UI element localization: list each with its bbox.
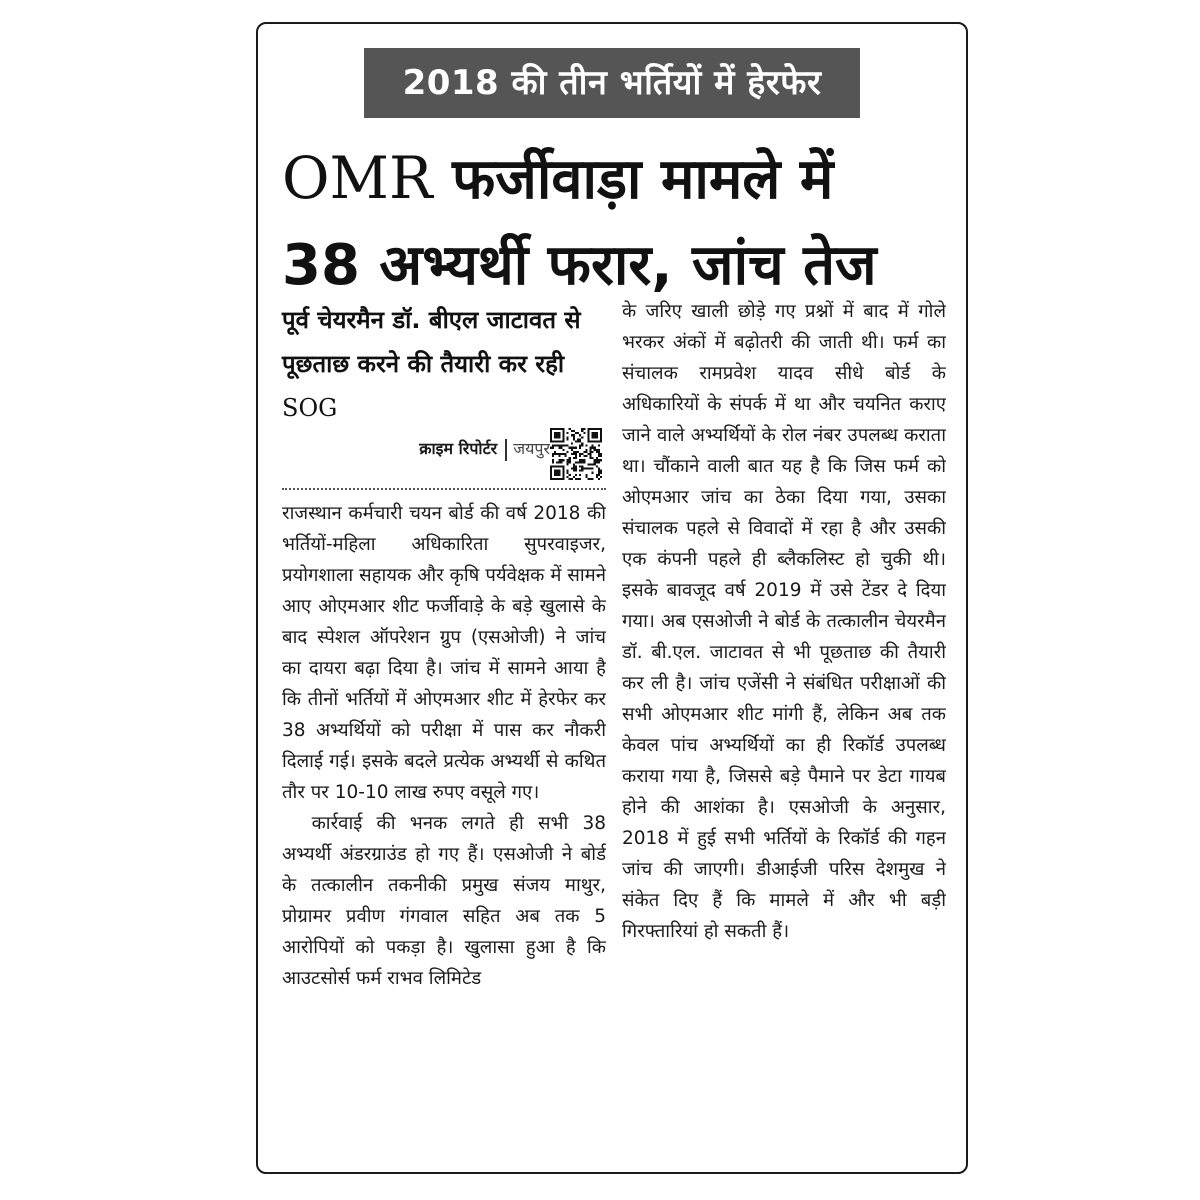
subheadline bbox=[282, 298, 606, 430]
kicker-banner: 2018 की तीन भर्तियों में हेरफेर bbox=[364, 48, 860, 118]
subheadline-sog: SOG bbox=[282, 394, 338, 422]
article-paragraph: कार्रवाई की भनक लगते ही सभी 38 अभ्यर्थी अंडरग्राउंड हो गए हैं। एसओजी ने बोर्ड के तत्कालीन तकनीकी प्रमुख संजय माथुर, प्रोग्रामर प्रवीण गंगवाल सहित अब तक 5 आरोपियों को पकड़ा है। खुलासा हुआ है कि आउटसोर्स फर्म राभव लिमिटेड bbox=[282, 813, 606, 989]
byline-reporter: क्राइम रिपोर्टर bbox=[419, 439, 498, 458]
article-column-left bbox=[282, 498, 606, 1158]
headline-line-2: 38 अभ्यर्थी फरार, जांच तेज bbox=[282, 233, 877, 298]
byline bbox=[334, 432, 550, 466]
byline-city: जयपुर bbox=[513, 439, 550, 458]
byline-divider bbox=[282, 488, 606, 490]
headline-line-1-rest: फर्जीवाड़ा मामले में bbox=[432, 147, 834, 212]
article-paragraph: राजस्थान कर्मचारी चयन बोर्ड की वर्ष 2018 की भर्तियों-महिला अधिकारिता सुपरवाइजर, प्रयोगशाला सहायक और कृषि पर्यवेक्षक में सामने आए ओएमआर शीट फर्जीवाड़े के बड़े खुलासे के बाद स्पेशल ऑपरेशन ग्रुप (एसओजी) ने जांच का दायरा बढ़ा दिया है। जांच में सामने आया है कि तीनों भर्तियों में ओएमआर शीट में हेरफेर कर 38 अभ्यर्थियों को परीक्षा में पास कर नौकरी दिलाई गई। इसके बदले प्रत्येक अभ्यर्थी से कथित तौर पर 10-10 लाख रुपए वसूले गए। bbox=[282, 503, 606, 803]
subheadline-text: पूर्व चेयरमैन डॉ. बीएल जाटावत से पूछताछ करने की तैयारी कर रही bbox=[282, 306, 581, 378]
article-paragraph: के जरिए खाली छोड़े गए प्रश्नों में बाद में गोले भरकर अंकों में बढ़ोतरी की जाती थी। फर्म का संचालक रामप्रवेश यादव सीधे बोर्ड के अधिकारियों के संपर्क में था और चयनित कराए जाने वाले अभ्यर्थियों के रोल नंबर उपलब्ध कराता था। चौंकाने वाली बात यह है कि जिस फर्म को ओएमआर जांच का ठेका दिया गया, उसका संचालक पहले से विवादों में रहा है और उसकी एक कंपनी पहले ही ब्लैकलिस्ट हो चुकी थी। इसके बावजूद वर्ष 2019 में उसे टेंडर दे दिया गया। अब एसओजी ने बोर्ड के तत्कालीन चेयरमैन डॉ. बी.एल. जाटावत से भी पूछताछ की तैयारी कर ली है। जांच एजेंसी ने संबंधित परीक्षाओं की सभी ओएमआर शीट मांगी हैं, लेकिन अब तक केवल पांच अभ्यर्थियों का ही रिकॉर्ड उपलब्ध कराया गया है, जिससे बड़े पैमाने पर डेटा गायब होने की आशंका है। एसओजी के अनुसार, 2018 में हुई सभी भर्तियों के रिकॉर्ड की गहन जांच की जाएगी। डीआईजी परिस देशमुख ने संकेत दिए हैं कि मामले में और भी बड़ी गिरफ्तारियां हो सकती हैं। bbox=[622, 301, 946, 942]
qr-code-icon[interactable] bbox=[550, 428, 602, 480]
article-column-right bbox=[622, 296, 946, 1158]
byline-separator bbox=[505, 439, 507, 461]
news-clipping bbox=[256, 22, 968, 1174]
headline-omr: OMR bbox=[282, 144, 433, 212]
headline-line-1 bbox=[282, 132, 946, 226]
